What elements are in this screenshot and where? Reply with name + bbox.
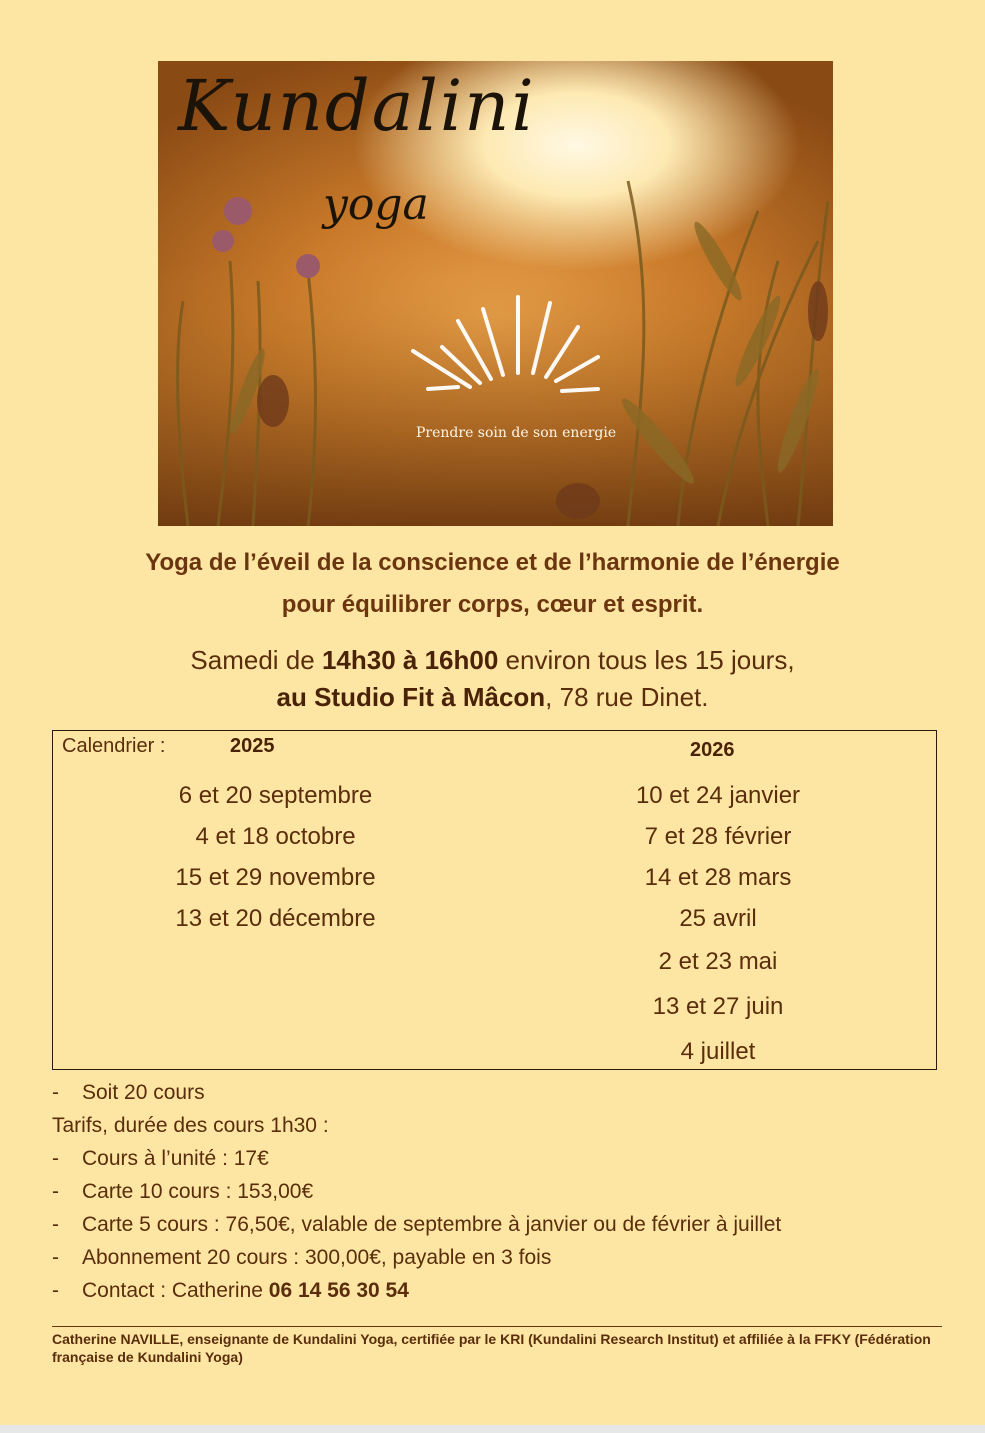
list-item (52, 1274, 781, 1307)
date-item: 2 et 23 mai (658, 948, 778, 975)
date-item: 7 et 28 février (644, 823, 792, 850)
bullet-dash: - (52, 1246, 59, 1269)
list-item (52, 1175, 781, 1208)
bullet-dash: - (52, 1081, 59, 1104)
schedule (0, 642, 985, 716)
list-item (52, 1241, 781, 1274)
total-courses: Soit 20 cours (82, 1081, 205, 1104)
headline (0, 542, 985, 626)
hero-tagline: Prendre soin de son energie (416, 425, 617, 441)
subscription: Abonnement 20 cours : 300,00€, payable en 3 fois (82, 1246, 552, 1269)
bullet-dash: - (52, 1279, 59, 1302)
page-bottom-edge (0, 1425, 985, 1433)
contact-label: Contact : Catherine (82, 1279, 269, 1302)
schedule-day: Samedi de (190, 645, 322, 675)
price-card-10: Carte 10 cours : 153,00€ (82, 1180, 314, 1203)
schedule-time: 14h30 à 16h00 (321, 645, 499, 675)
pricing-info (52, 1076, 781, 1307)
bullet-dash: - (52, 1147, 59, 1170)
date-item: 13 et 27 juin (652, 993, 784, 1020)
footer-credits: Catherine NAVILLE, enseignante de Kundalini Yoga, certifiée par le KRI (Kundalini Research Institut) et affiliée à la FFKY (Fédération française de Kundalini Yoga) (52, 1331, 931, 1365)
schedule-line-1 (0, 642, 985, 679)
list-item (52, 1076, 781, 1109)
dates-2025-list (143, 775, 408, 939)
year-2025-heading: 2025 (230, 735, 275, 757)
date-item: 15 et 29 novembre (175, 864, 376, 891)
bullet-dash: - (52, 1180, 59, 1203)
schedule-line-2 (0, 679, 985, 716)
price-card-5: Carte 5 cours : 76,50€, valable de septembre à janvier ou de février à juillet (82, 1213, 782, 1236)
date-item: 13 et 20 décembre (175, 905, 376, 932)
bullet-dash: - (52, 1213, 59, 1236)
headline-line-2: pour équilibrer corps, cœur et esprit. (281, 591, 704, 618)
schedule-address: , 78 rue Dinet. (545, 682, 709, 712)
dates-2026-list (593, 775, 843, 1074)
tarifs-heading: Tarifs, durée des cours 1h30 : (52, 1114, 329, 1137)
schedule-frequency: environ tous les 15 jours, (498, 645, 795, 675)
price-unit: Cours à l’unité : 17€ (82, 1147, 269, 1170)
hero-image (158, 61, 833, 526)
date-item: 25 avril (679, 905, 757, 932)
date-item: 10 et 24 janvier (635, 782, 801, 809)
calendar-box (52, 730, 937, 1070)
schedule-venue: au Studio Fit à Mâcon (276, 682, 546, 712)
hero-subtitle: yoga (323, 179, 429, 230)
date-item: 6 et 20 septembre (178, 782, 373, 809)
list-item (52, 1142, 781, 1175)
date-item: 4 et 18 octobre (195, 823, 356, 850)
contact-phone[interactable]: 06 14 56 30 54 (268, 1279, 409, 1302)
hero-title: Kundalini (178, 65, 536, 147)
date-item: 14 et 28 mars (644, 864, 792, 891)
calendar-label: Calendrier : (62, 735, 166, 757)
headline-line-1: Yoga de l’éveil de la conscience et de l’harmonie de l’énergie (145, 549, 840, 576)
year-2026-heading: 2026 (690, 739, 735, 761)
date-item: 4 juillet (680, 1038, 756, 1065)
list-item (52, 1208, 781, 1241)
footer-divider (52, 1326, 942, 1327)
